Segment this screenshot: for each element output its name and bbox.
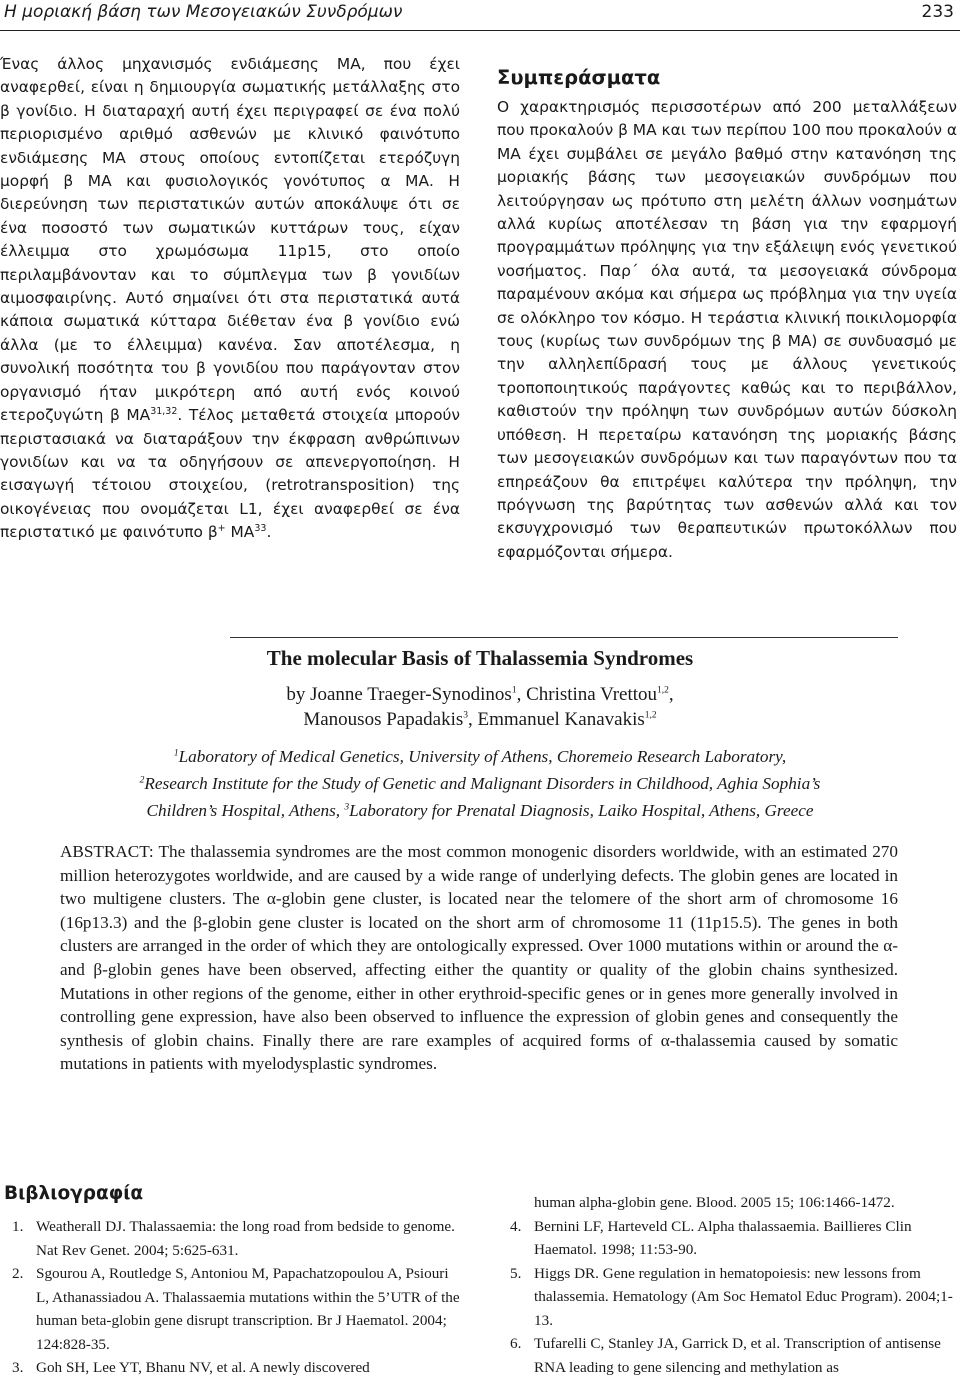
references-right bbox=[502, 1191, 957, 1379]
reference-item: 6. Tufarelli C, Stanley JA, Garrick D, et al. Transcription of antisense RNA leading to gene silencing and methylation as bbox=[510, 1335, 941, 1376]
reference-item: 3. Goh SH, Lee YT, Bhanu NV, et al. A newly discovered bbox=[12, 1359, 370, 1376]
section-divider bbox=[230, 637, 898, 638]
affiliation-line-2: $^2$Research Institute for the Study of Genetic and Malignant Disorders in Childhood, Aghia Sophia’s bbox=[139, 774, 821, 793]
author-list bbox=[0, 682, 960, 732]
reference-item: 5. Higgs DR. Gene regulation in hematopoiesis: new lessons from thalassemia. Hematology (Am Soc Hematol Educ Program). 2004;1-13. bbox=[510, 1264, 953, 1329]
references-left bbox=[4, 1215, 460, 1380]
conclusions-heading: Συμπεράσματα bbox=[497, 66, 661, 89]
affiliations bbox=[0, 743, 960, 824]
citation-superscript: 33 bbox=[254, 523, 267, 534]
english-abstract: ABSTRACT: The thalassemia syndromes are the most common monogenic disorders worldwide, with an estimated 270 million heterozygotes worldwide, and are caused by a wide range of underlying defects. The globin genes are located in two multigene clusters. The α-globin gene cluster, is located near the telomere of the short arm of chromosome 16 (16p13.3) and the β-globin gene cluster is located on the short arm of chromosome 11 (11p15.5). The genes in both clusters are arranged in the order of which they are ontologically expressed. Over 1000 mutations within or around the α- and β-globin genes have been observed, affecting either the quantity or quality of the globin chains synthesized. Mutations in other regions of the genome, either in other erythroid-specific genes or in genes more generally involved in controlling gene expression, have also been observed to influence the expression of globin genes and consequently the synthesis of globin chains. Finally there are rare examples of acquired forms of α-thalassemia caused by somatic mutations in patients with myelodysplastic syndromes. bbox=[60, 842, 898, 1074]
body-paragraph: Ένας άλλος μηχανισμός ενδιάμεσης ΜΑ, που έχει αναφερθεί, είναι η δημιουργία σωματικής μετάλλαξης στο β γονίδιο. Η διαταραχή αυτή έχει περιγραφεί σε ένα πολύ περιορισμένο αριθμό ασθενών με κλινικό φαινότυπο ενδιάμεσης ΜΑ στους οποίους εντοπίζεται ετερόζυγη μορφή β ΜΑ και φυσιολογικός γονότυπος α ΜΑ. Η διερεύνηση των περιστατικών αυτών αποκάλυψε ότι σε ένα ποσοστό των σωματικών κυττάρων τους, είχαν έλλειμμα στο χρωμόσωμα 11p15, στο οποίο περιλαμβάνονταν και το σύμπλεγμα των β γονιδίων αιμοσφαιρίνης. Αυτό σημαίνει ότι στα περιστατικά αυτά κάποια σωματικά κύτταρα διέθεταν ένα β γονίδιο ενώ άλλα (με το έλλειμμα) κανένα. Σαν αποτέλεσμα, η συνολική ποσότητα του β γονιδίου που παράγονταν στον οργανισμό ήταν μικρότερη από αυτή ενός κοινού ετεροζυγώτη β ΜΑ$^{31,32}$. Τέλος μεταθετά στοιχεία μπορούν περιστασιακά να διαταράξουν την έκφραση ανθρώπινων γονιδίων και να τα οδηγήσουν σε απενεργοποίηση. Η εισαγωγή τέτοιου στοιχείου, (retrotransposition) της οικογένειας που ονομάζεται L1, έχει αναφερθεί σε ένα περιστατικό με φαινότυπο β+ ΜΑ$^{33}$. bbox=[0, 55, 460, 542]
page-number: 233 bbox=[921, 2, 954, 22]
citation-superscript: + bbox=[217, 523, 226, 534]
reference-item: 1. Weatherall DJ. Thalassaemia: the long road from bedside to genome. Nat Rev Genet. 2004; 5:625-631. bbox=[12, 1218, 455, 1259]
affiliation-line-3: Children’s Hospital, Athens, $^3$Laboratory for Prenatal Diagnosis, Laiko Hospital, Athens, Greece bbox=[146, 801, 814, 820]
reference-continuation: human alpha-globin gene. Blood. 2005 15; 106:1466-1472. bbox=[534, 1194, 895, 1211]
conclusions-paragraph: Ο χαρακτηρισμός περισσοτέρων από 200 μεταλλάξεων που προκαλούν β ΜΑ και των περίπου 100 που προκαλούν α ΜΑ έχει συμβάλει σε μεγάλο βαθμό στην κατανόηση της μοριακής βάσης των μεσογειακών συνδρόμων που λειτούργησαν ως πρότυπο στη μελέτη άλλων νοσημάτων αλλά κυρίως αποτέλεσαν τη βάση για την εφαρμογή προγραμμάτων πρόληψης για την εξάλειψη ενός γενετικού νοσήματος. Παρ΄ όλα αυτά, τα μεσογειακά σύνδρομα παραμένουν ακόμα και σήμερα ως πρόβλημα για την υγεία σε ολόκληρο τον κόσμο. Η τεράστια κλινική ποικιλομορφία τους (κυρίως των συνδρόμων της β ΜΑ) σε συνδυασμό με την αλληλεπίδρασή τους με άλλους γενετικούς τροποποιητικούς παράγοντες καθώς και το περιβάλλον, καθιστούν την πρόληψη των συνδρόμων αυτών δύσκολη υπόθεση. Η περεταίρω κατανόηση της μοριακής βάσης των μεσογειακών συνδρόμων και των παραγόντων που τα επηρεάζουν θα επιτρέψει καλύτερα την πρόληψη, την πρόγνωση της βαρύτητας των ασθενών αλλά και τον εκσυγχρονισμό των θεραπευτικών πρωτοκόλλων που εφαρμόζονται σήμερα. bbox=[497, 98, 957, 561]
reference-item: 4. Bernini LF, Harteveld CL. Alpha thalassaemia. Baillieres Clin Haematol. 1998; 11:53-90. bbox=[510, 1217, 912, 1258]
left-column bbox=[0, 53, 460, 545]
citation-superscript: 31,32 bbox=[150, 405, 178, 417]
references-heading: Βιβλιογραφία bbox=[4, 1183, 144, 1204]
english-title: The molecular Basis of Thalassemia Syndromes bbox=[266, 646, 694, 670]
reference-item: 2. Sgourou A, Routledge S, Antoniou M, Papachatzopoulou A, Psiouri L, Athanassiadou A. Thalassaemia mutations within the 5’UTR of the human beta-globin gene disrupt transcription. Br J Haematol. 2004; 124:828-35. bbox=[12, 1265, 460, 1353]
author-line-2: Manousos Papadakis$^3$, Emmanuel Kanavakis$^{1,2}$ bbox=[303, 709, 657, 730]
page-header bbox=[0, 0, 960, 31]
affiliation-line-1: $^1$Laboratory of Medical Genetics, University of Athens, Choremeio Research Laboratory, bbox=[173, 747, 787, 766]
right-column bbox=[497, 66, 957, 564]
author-line-1: by Joanne Traeger-Synodinos$^1$, Christina Vrettou$^{1,2}$, bbox=[286, 684, 674, 705]
running-title: Η μοριακή βάση των Μεσογειακών Συνδρόμων bbox=[4, 2, 403, 22]
